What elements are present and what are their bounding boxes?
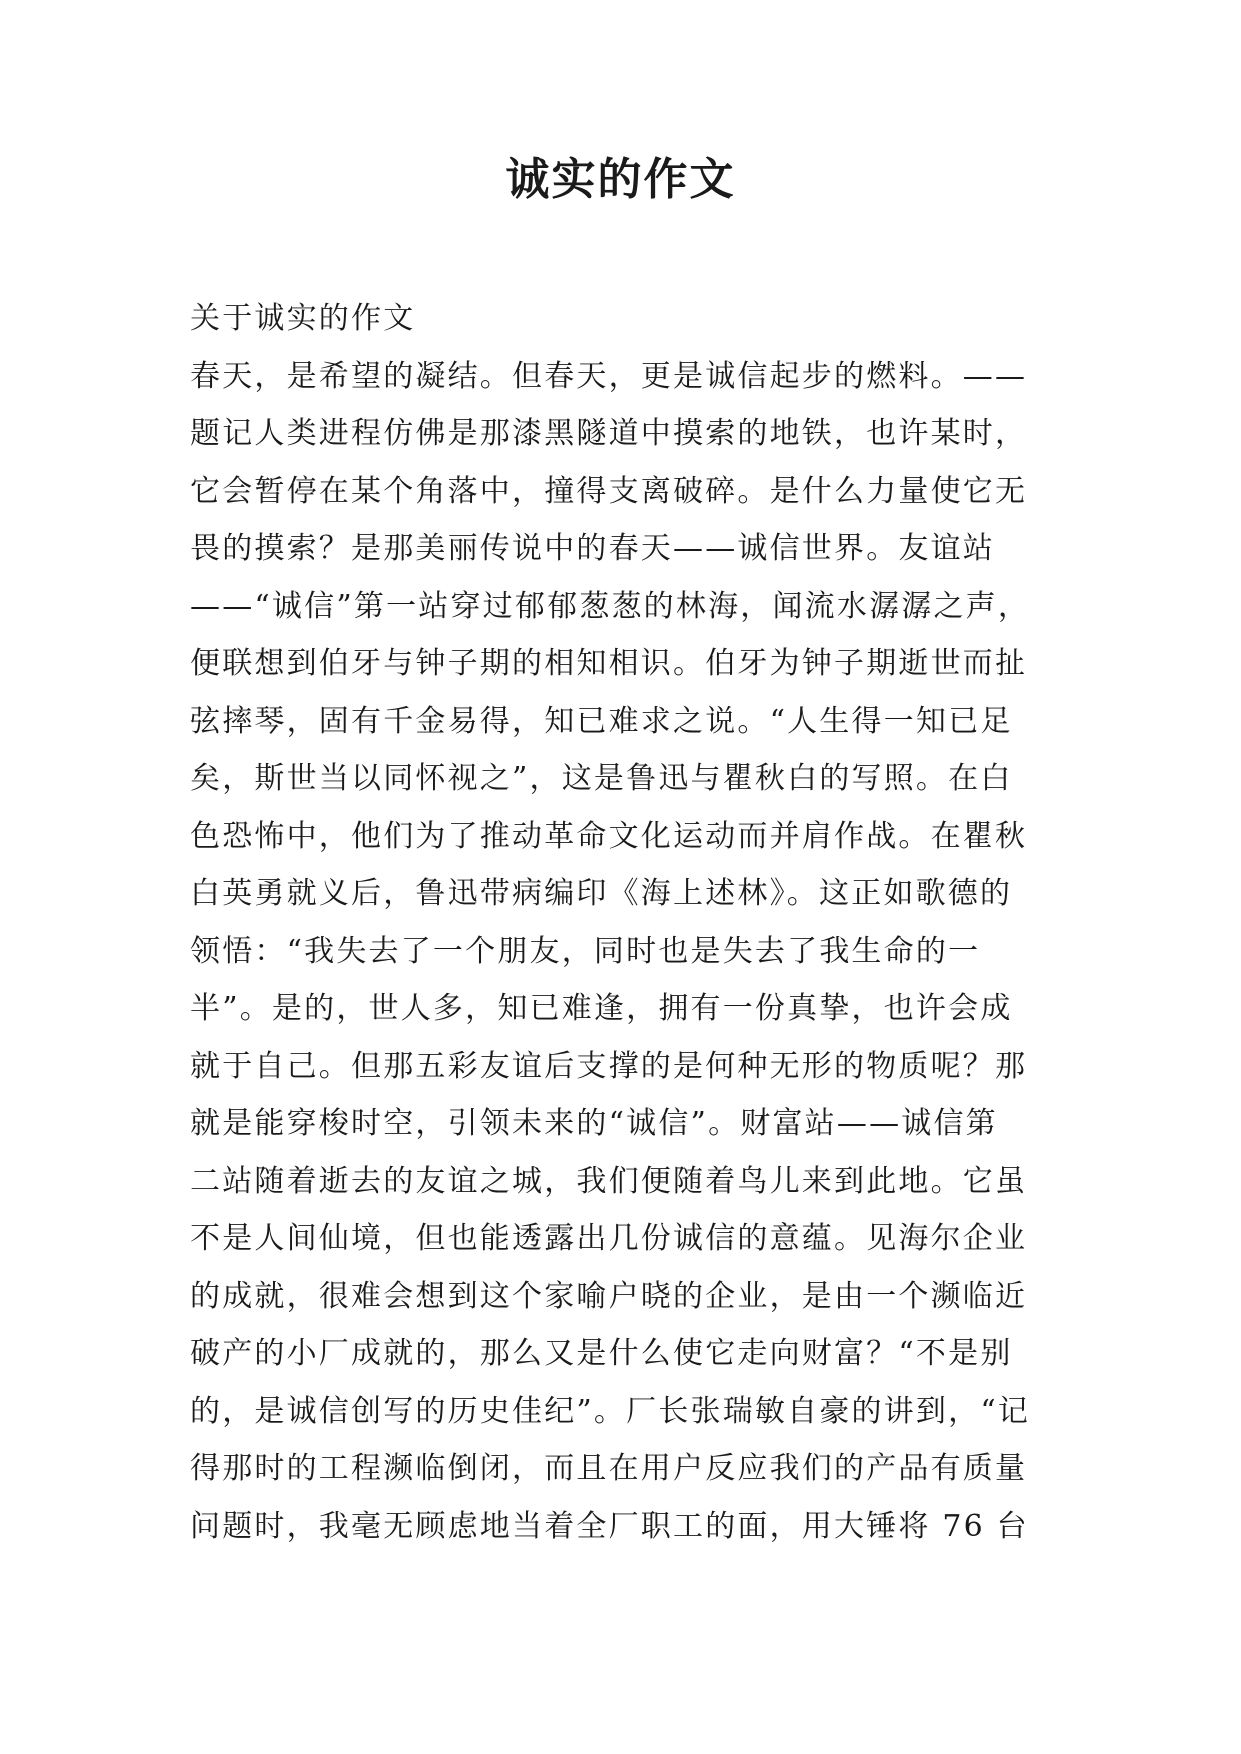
text-line: ——“诚信”第一站穿过郁郁葱葱的林海，闻流水潺潺之声，: [190, 588, 1031, 624]
text-line: 破产的小厂成就的，那么又是什么使它走向财富？“不是别: [190, 1336, 1013, 1371]
text-line: 关于诚实的作文: [190, 301, 416, 336]
text-line: 白英勇就义后，鲁迅带病编印《海上述林》。这正如歌德的: [190, 876, 1013, 911]
text-line: 得那时的工程濒临倒闭，而且在用户反应我们的产品有质量: [190, 1451, 1028, 1486]
text-line: 畏的摸索？是那美丽传说中的春天——诚信世界。友谊站: [190, 531, 995, 566]
text-line: 便联想到伯牙与钟子期的相知相识。伯牙为钟子期逝世而扯: [190, 646, 1028, 681]
text-line: 题记人类进程仿佛是那漆黑隧道中摸索的地铁，也许某时，: [190, 416, 1028, 451]
text-line: 矣，斯世当以同怀视之”，这是鲁迅与瞿秋白的写照。在白: [190, 761, 1013, 796]
text-line: 春天，是希望的凝结。但春天，更是诚信起步的燃料。——: [190, 358, 1028, 394]
text-line: 半”。是的，世人多，知已难逢，拥有一份真挚，也许会成: [190, 991, 1013, 1026]
text-line: 二站随着逝去的友谊之城，我们便随着鸟儿来到此地。它虽: [190, 1163, 1028, 1199]
text-line: 问题时，我毫无顾虑地当着全厂职工的面，用大锤将 76 台: [190, 1508, 1029, 1544]
document-body: [190, 290, 1070, 1555]
text-line: 它会暂停在某个角落中，撞得支离破碎。是什么力量使它无: [190, 473, 1028, 509]
text-line: 就于自己。但那五彩友谊后支撑的是何种无形的物质呢？那: [190, 1048, 1028, 1084]
text-line: 弦摔琴，固有千金易得，知已难求之说。“人生得一知已足: [190, 703, 1013, 739]
document-title: 诚实的作文: [505, 154, 736, 205]
text-line: 不是人间仙境，但也能透露出几份诚信的意蕴。见海尔企业: [190, 1221, 1028, 1256]
text-line: 就是能穿梭时空，引领未来的“诚信”。财富站——诚信第: [190, 1106, 998, 1141]
text-line: 领悟：“我失去了一个朋友，同时也是失去了我生命的一: [190, 933, 981, 969]
text-line: 的，是诚信创写的历史佳纪”。厂长张瑞敏自豪的讲到，“记: [190, 1393, 1031, 1429]
text-line: 的成就，很难会想到这个家喻户晓的企业，是由一个濒临近: [190, 1278, 1028, 1314]
text-line: 色恐怖中，他们为了推动革命文化运动而并肩作战。在瞿秋: [190, 818, 1028, 854]
